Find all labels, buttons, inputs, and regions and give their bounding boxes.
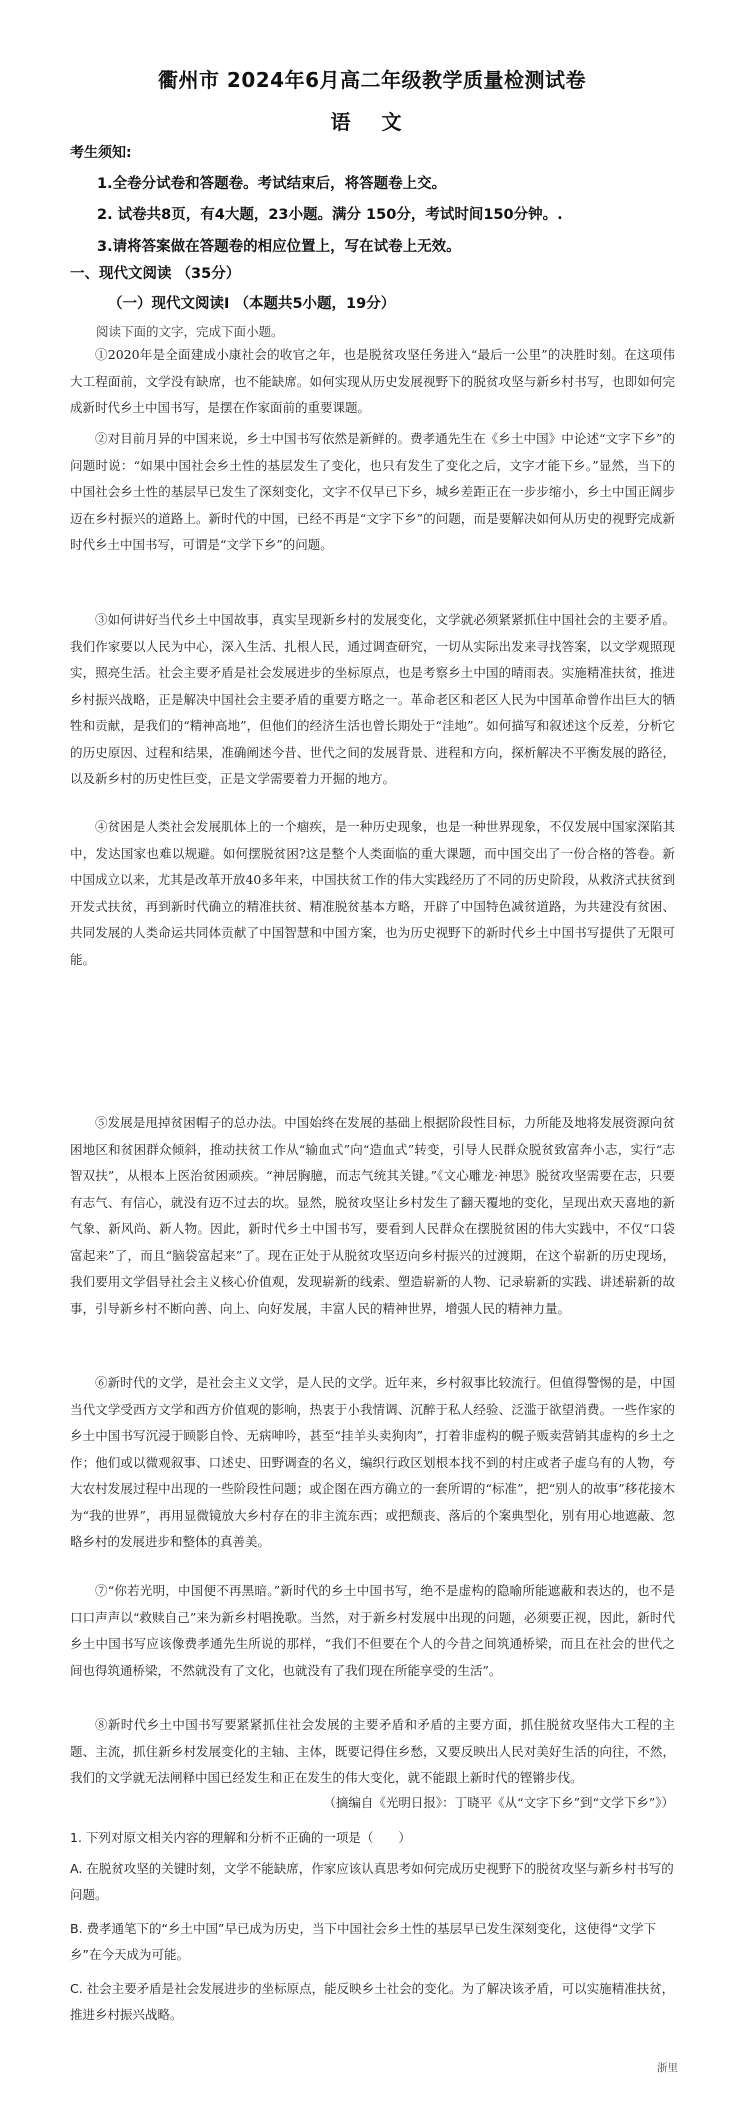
- passage-paragraph: ⑥新时代的文学，是社会主义文学，是人民的文学。近年来，乡村叙事比较流行。但值得警惕的是，中国当代文学受西方文学和西方价值观的影响，热衷于小我情调、沉醉于私人经验、泛滥于欲望消费。一些作家的乡土中国书写沉浸于顾影自怜、无病呻吟，甚至“挂羊头卖狗肉”，打着非虚构的幌子贩卖营销其虚构的乡土之作；他们或以微观叙事、口述史、田野调查的名义，编织行政区划根本找不到的村庄或者子虚乌有的人物，夸大农村发展过程中出现的一些阶段性问题；或企图在西方确立的一套所谓的“标准”，把“别人的故事”移花接木为“我的世界”，再用显微镜放大乡村存在的非主流东西；或把颓丧、落后的个案典型化，别有用心地遮蔽、忽略乡村的发展进步和整体的真善美。: [70, 1375, 675, 1549]
- notice-item: 2. 试卷共8页，有4大题，23小题。满分 150分，考试时间150分钟。.: [97, 207, 563, 223]
- question-option-c: C. 社会主要矛盾是社会发展进步的坐标原点，能反映乡土社会的变化。为了解决该矛盾，可以实施精准扶贫，推进乡村振兴战略。: [70, 1981, 675, 2022]
- notice-item: 1.全卷分试卷和答题卷。考试结束后，将答题卷上交。: [97, 176, 447, 192]
- passage-paragraph: ⑤发展是甩掉贫困帽子的总办法。中国始终在发展的基础上根据阶段性目标，力所能及地将发展资源向贫困地区和贫困群众倾斜，推动扶贫工作从“输血式”向“造血式”转变，引导人民群众脱贫致富奔小志，实行“志智双扶”，从根本上医治贫困顽疾。“神居胸臆，而志气统其关键。”《文心雕龙·神思》脱贫攻坚需要在志，只要有志气、有信心，就没有迈不过去的坎。显然，脱贫攻坚让乡村发生了翻天覆地的变化，呈现出欢天喜地的新气象、新风尚、新人物。因此，新时代乡土中国书写，要看到人民群众在摆脱贫困的伟大实践中，不仅“口袋富起来”了，而且“脑袋富起来”了。现在正处于从脱贫攻坚迈向乡村振兴的过渡期，在这个崭新的历史现场，我们要用文学倡导社会主义核心价值观，发现崭新的线索、塑造崭新的人物、记录崭新的实践、讲述崭新的故事，引导新乡村不断向善、向上、向好发展，丰富人民的精神世界，增强人民的精神力量。: [70, 1115, 675, 1316]
- notice-item: 3.请将答案做在答题卷的相应位置上，写在试卷上无效。: [97, 239, 461, 255]
- footer-watermark: 浙里: [657, 2062, 678, 2074]
- notice-heading: 考生须知:: [70, 145, 132, 161]
- passage-paragraph: ④贫困是人类社会发展肌体上的一个痼疾，是一种历史现象，也是一种世界现象，不仅发展中国家深陷其中，发达国家也难以规避。如何摆脱贫困?这是整个人类面临的重大课题，而中国交出了一份合格的答卷。新中国成立以来，尤其是改革开放40多年来，中国扶贫工作的伟大实践经历了不同的历史阶段，从救济式扶贫到开发式扶贫，再到新时代确立的精准扶贫、精准脱贫基本方略，开辟了中国特色减贫道路，为共建没有贫困、共同发展的人类命运共同体贡献了中国智慧和中国方案，也为历史视野下的新时代乡土中国书写提供了无限可能。: [70, 819, 675, 967]
- reading-instruction: 阅读下面的文字，完成下面小题。: [96, 324, 284, 339]
- question-stem: 1. 下列对原文相关内容的理解和分析不正确的一项是（ ）: [70, 1830, 411, 1845]
- passage-paragraph: ①2020年是全面建成小康社会的收官之年，也是脱贫攻坚任务进入“最后一公里”的决胜时刻。在这项伟大工程面前，文学没有缺席，也不能缺席。如何实现从历史发展视野下的脱贫攻坚与新乡村书写，也即如何完成新时代乡土中国书写，是摆在作家面前的重要课题。: [70, 347, 675, 415]
- passage-source: （摘编自《光明日报》：丁晓平《从“文字下乡”到“文学下乡”》）: [323, 1795, 674, 1810]
- exam-title: 衢州市 2024年6月高二年级教学质量检测试卷: [157, 68, 587, 92]
- passage-paragraph: ③如何讲好当代乡土中国故事，真实呈现新乡村的发展变化，文学就必须紧紧抓住中国社会的主要矛盾。我们作家要以人民为中心，深入生活、扎根人民，通过调查研究，一切从实际出发来寻找答案，以文学观照现实，照亮生活。社会主要矛盾是社会发展进步的坐标原点，也是考察乡土中国的晴雨表。实施精准扶贫，推进乡村振兴战略，正是解决中国社会主要矛盾的重要方略之一。革命老区和老区人民为中国革命曾作出巨大的牺牲和贡献，是我们的“精神高地”，但他们的经济生活也曾长期处于“洼地”。如何描写和叙述这个反差，分析它的历史原因、过程和结果，准确阐述今昔、世代之间的发展背景、进程和方向，探析解决不平衡发展的路径，以及新乡村的历史性巨变，正是文学需要着力开掘的地方。: [70, 612, 675, 786]
- passage-paragraph: ⑧新时代乡土中国书写要紧紧抓住社会发展的主要矛盾和矛盾的主要方面，抓住脱贫攻坚伟大工程的主题、主流，抓住新乡村发展变化的主轴、主体，既要记得住乡愁，又要反映出人民对美好生活的向往，不然，我们的文学就无法闸释中国已经发生和正在发生的伟大变化，就不能跟上新时代的铿锵步伐。: [70, 1717, 675, 1785]
- question-option-b: B. 费孝通笔下的“乡土中国”早已成为历史，当下中国社会乡土性的基层早已发生深刻变化，这使得“文学下乡”在今天成为可能。: [70, 1921, 656, 1962]
- subsection-title: （一）现代文阅读Ⅰ （本题共5小题，19分）: [108, 296, 396, 312]
- passage-paragraph: ⑦“你若光明，中国便不再黑暗。”新时代的乡土中国书写，绝不是虚构的隐喻所能遮蔽和表达的，也不是口口声声以“救赎自己”来为新乡村唱挽歌。当然，对于新乡村发展中出现的问题，必须要正视，因此，新时代乡土中国书写应该像费孝通先生所说的那样，“我们不但要在个人的今昔之间筑通桥梁，而且在社会的世代之间也得筑通桥梁，不然就没有了文化，也就没有了我们现在所能享受的生活”。: [70, 1583, 675, 1678]
- section-title: 一、现代文阅读 （35分）: [70, 266, 241, 282]
- subject-title: 语 文: [330, 110, 414, 134]
- question-option-a: A. 在脱贫攻坚的关键时刻，文学不能缺席，作家应该认真思考如何完成历史视野下的脱贫攻坚与新乡村书写的问题。: [70, 1861, 674, 1902]
- passage-paragraph: ②对目前月异的中国来说，乡土中国书写依然是新鲜的。费孝通先生在《乡土中国》中论述“文字下乡”的问题时说：“如果中国社会乡土性的基层发生了变化，也只有发生了变化之后，文字才能下乡。”显然，当下的中国社会乡土性的基层早已发生了深刻变化，文字不仅早已下乡，城乡差距正在一步步缩小，乡土中国正阔步迈在乡村振兴的道路上。新时代的中国，已经不再是“文字下乡”的问题，而是要解决如何从历史的视野完成新时代乡土中国书写，可谓是“文学下乡”的问题。: [70, 431, 675, 552]
